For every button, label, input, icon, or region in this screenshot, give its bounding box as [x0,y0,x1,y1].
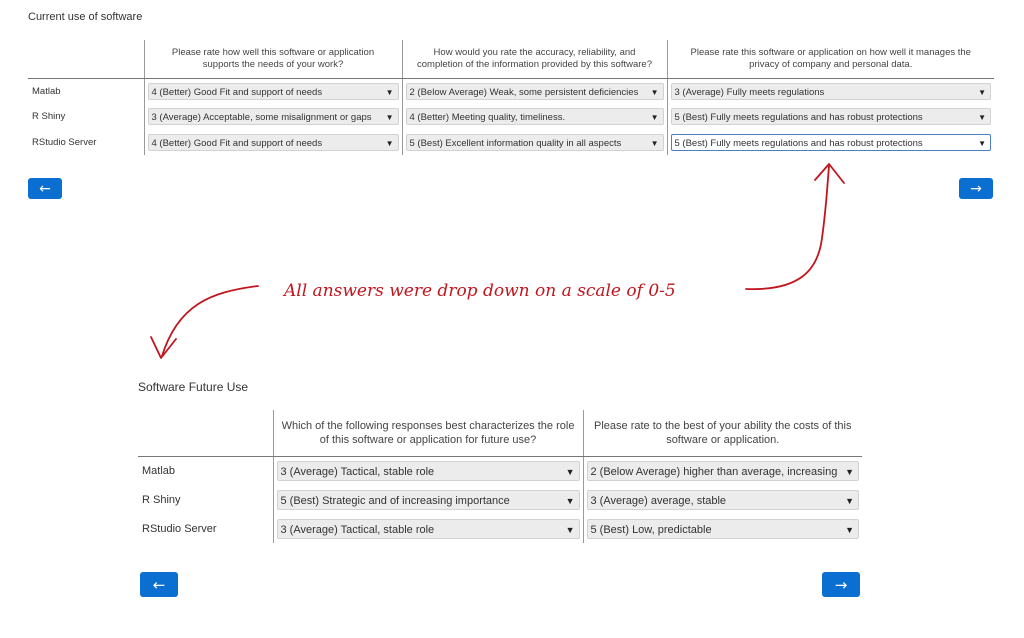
chevron-down-icon: ▼ [385,138,394,148]
chevron-down-icon: ▼ [978,113,986,122]
chevron-down-icon: ▼ [385,113,394,122]
row-label: RStudio Server [142,522,217,535]
chevron-down-icon: ▼ [650,87,659,97]
back-button[interactable]: ← [140,572,178,597]
answer-dropdown[interactable]: 3 (Average) Fully meets regulations ▼ [671,83,992,100]
arrow-down-left [162,286,258,356]
question-header: Please rate this software or application on how well it manages the privacy of company and personal data. [667,40,994,78]
answer-dropdown[interactable]: 5 (Best) Fully meets regulations and has robust protections ▼ [671,134,992,151]
chevron-down-icon: ▼ [565,466,575,477]
answer-dropdown[interactable]: 3 (Average) Acceptable, some misalignment or gaps ▼ [148,108,399,125]
answer-dropdown[interactable]: 2 (Below Average) higher than average, increasing ▼ [587,461,860,481]
chevron-down-icon: ▼ [845,466,854,477]
answer-dropdown[interactable]: 5 (Best) Strategic and of increasing importance ▼ [277,490,580,510]
answer-dropdown[interactable]: 5 (Best) Excellent information quality in all aspects ▼ [406,134,664,151]
answer-dropdown[interactable]: 2 (Below Average) Weak, some persistent deficiencies ▼ [406,83,664,100]
row-label: R Shiny [142,493,181,506]
answer-dropdown[interactable]: 3 (Average) Tactical, stable role ▼ [277,519,580,539]
chevron-down-icon: ▼ [978,138,986,148]
chevron-down-icon: ▼ [565,495,575,506]
next-button[interactable]: → [959,178,993,199]
question-header: How would you rate the accuracy, reliability, and completion of the information provided by this software? [402,40,667,78]
next-button[interactable]: → [822,572,860,597]
chevron-down-icon: ▼ [565,524,575,535]
chevron-down-icon: ▼ [845,524,854,535]
answer-dropdown[interactable]: 3 (Average) Tactical, stable role ▼ [277,461,580,481]
future-use-title: Software Future Use [138,380,249,394]
answer-dropdown[interactable]: 5 (Best) Low, predictable ▼ [587,519,860,539]
chevron-down-icon: ▼ [650,138,659,148]
chevron-down-icon: ▼ [385,87,394,97]
question-header: Please rate to the best of your ability the costs of this software or application. [583,410,862,456]
chevron-down-icon: ▼ [978,87,986,97]
row-label: R Shiny [32,111,66,122]
future-use-matrix [138,410,862,543]
back-button[interactable]: ← [28,178,62,199]
chevron-down-icon: ▼ [650,113,659,122]
row-label: RStudio Server [32,136,97,148]
answer-dropdown[interactable]: 5 (Best) Fully meets regulations and has robust protections ▼ [671,108,992,125]
answer-dropdown[interactable]: 3 (Average) average, stable ▼ [587,490,860,510]
answer-dropdown[interactable]: 4 (Better) Good Fit and support of needs ▼ [148,83,399,100]
arrow-up-right [746,166,829,289]
chevron-down-icon: ▼ [845,495,854,506]
answer-dropdown[interactable]: 4 (Better) Meeting quality, timeliness. ▼ [406,108,664,125]
question-header: Which of the following responses best characterizes the role of this software or application for future use? [273,410,583,456]
annotation-text: All answers were drop down on a scale of 0-5 [284,281,676,301]
current-use-title: Current use of software [28,11,143,23]
question-header: Please rate how well this software or application supports the needs of your work? [144,40,402,78]
answer-dropdown[interactable]: 4 (Better) Good Fit and support of needs ▼ [148,134,399,151]
row-label: Matlab [142,464,176,477]
row-label: Matlab [32,85,61,97]
